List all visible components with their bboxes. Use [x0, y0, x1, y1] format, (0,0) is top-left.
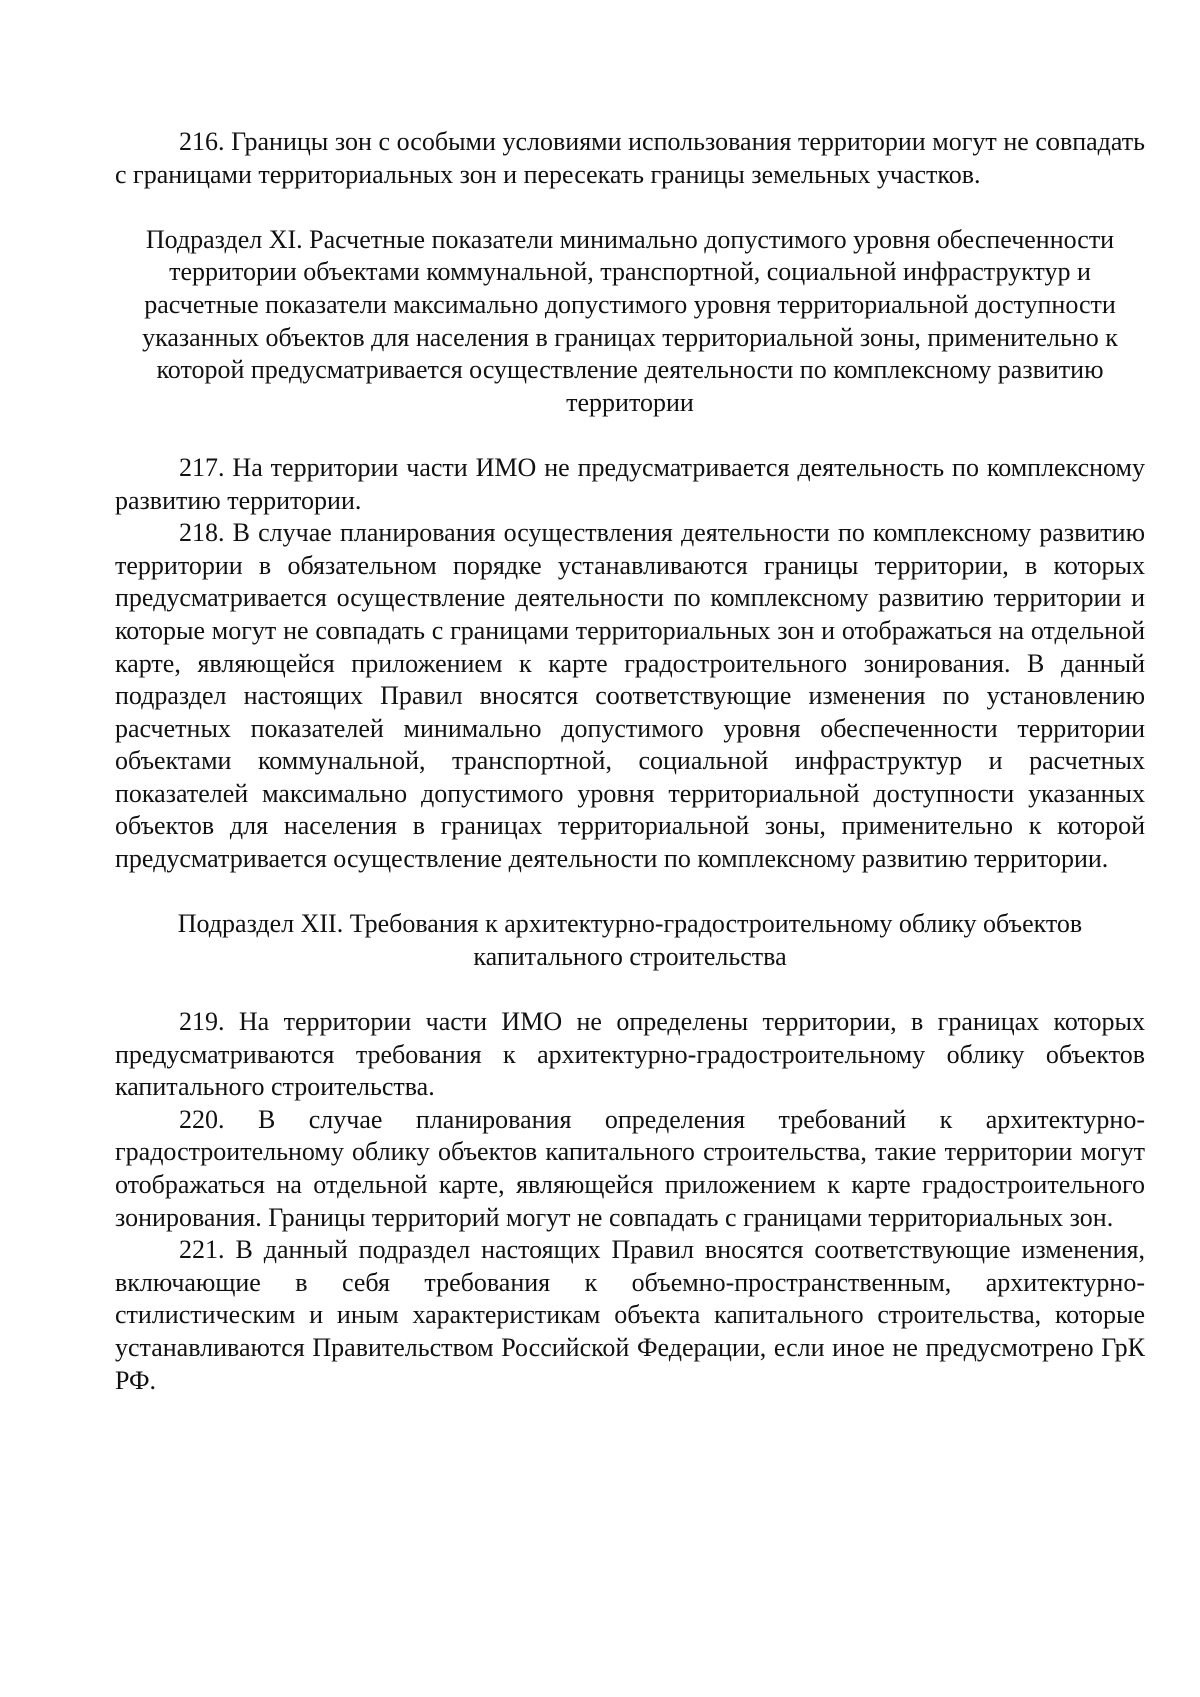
- paragraph-218: 218. В случае планирования осуществления деятельности по комплексному развитию территории в обязательном порядке устанавливаются границы территории, в которых предусматривается осуществление деятельности по комплексному развитию территории и которые могут не совпадать с границами территориальных зон и отображаться на отдельной карте, являющейся приложением к карте градостроительного зонирования. В данный подраздел настоящих Правил вносятся соответствующие изменения по установлению расчетных показателей минимально допустимого уровня обеспеченности территории объектами коммунальной, транспортной, социальной инфраструктур и расчетных показателей максимально допустимого уровня территориальной доступности указанных объектов для населения в границах территориальной зоны, применительно к которой предусматривается осуществление деятельности по комплексному развитию территории.: [115, 518, 1145, 874]
- paragraph-217: 217. На территории части ИМО не предусматривается деятельность по комплексному развитию территории.: [115, 452, 1145, 515]
- spacer: [115, 419, 1145, 452]
- paragraph-216: 216. Границы зон с особыми условиями использования территории могут не совпадать с границами территориальных зон и пересекать границы земельных участков.: [115, 127, 1145, 189]
- spacer: [115, 973, 1145, 1006]
- paragraph-220: 220. В случае планирования определения требований к архитектурно-градостроительному облику объектов капитального строительства, такие территории могут отображаться на отдельной карте, являющейся приложением к карте градостроительного зонирования. Границы территорий могут не совпадать с границами территориальных зон.: [115, 1104, 1145, 1232]
- document-body: [115, 126, 1145, 1397]
- section-heading-xii: Подраздел XII. Требования к архитектурно-градостроительному облику объектов капитального строительства: [177, 909, 1083, 971]
- spacer: [115, 191, 1145, 224]
- section-heading-xi: Подраздел XI. Расчетные показатели минимально допустимого уровня обеспеченности территории объектами коммунальной, транспортной, социальной инфраструктур и расчетные показатели максимально допустимого уровня территориальной доступности указанных объектов для населения в границах территориальной зоны, применительно к которой предусматривается осуществление деятельности по комплексному развитию территории: [142, 224, 1118, 417]
- paragraph-221: 221. В данный подраздел настоящих Правил вносятся соответствующие изменения, включающие в себя требования к объемно-пространственным, архитектурно-стилистическим и иным характеристикам объекта капитального строительства, которые устанавливаются Правительством Российской Федерации, если иное не предусмотрено ГрК РФ.: [115, 1235, 1145, 1395]
- paragraph-219: 219. На территории части ИМО не определены территории, в границах которых предусматриваются требования к архитектурно-градостроительному облику объектов капитального строительства.: [115, 1007, 1145, 1102]
- spacer: [115, 876, 1145, 909]
